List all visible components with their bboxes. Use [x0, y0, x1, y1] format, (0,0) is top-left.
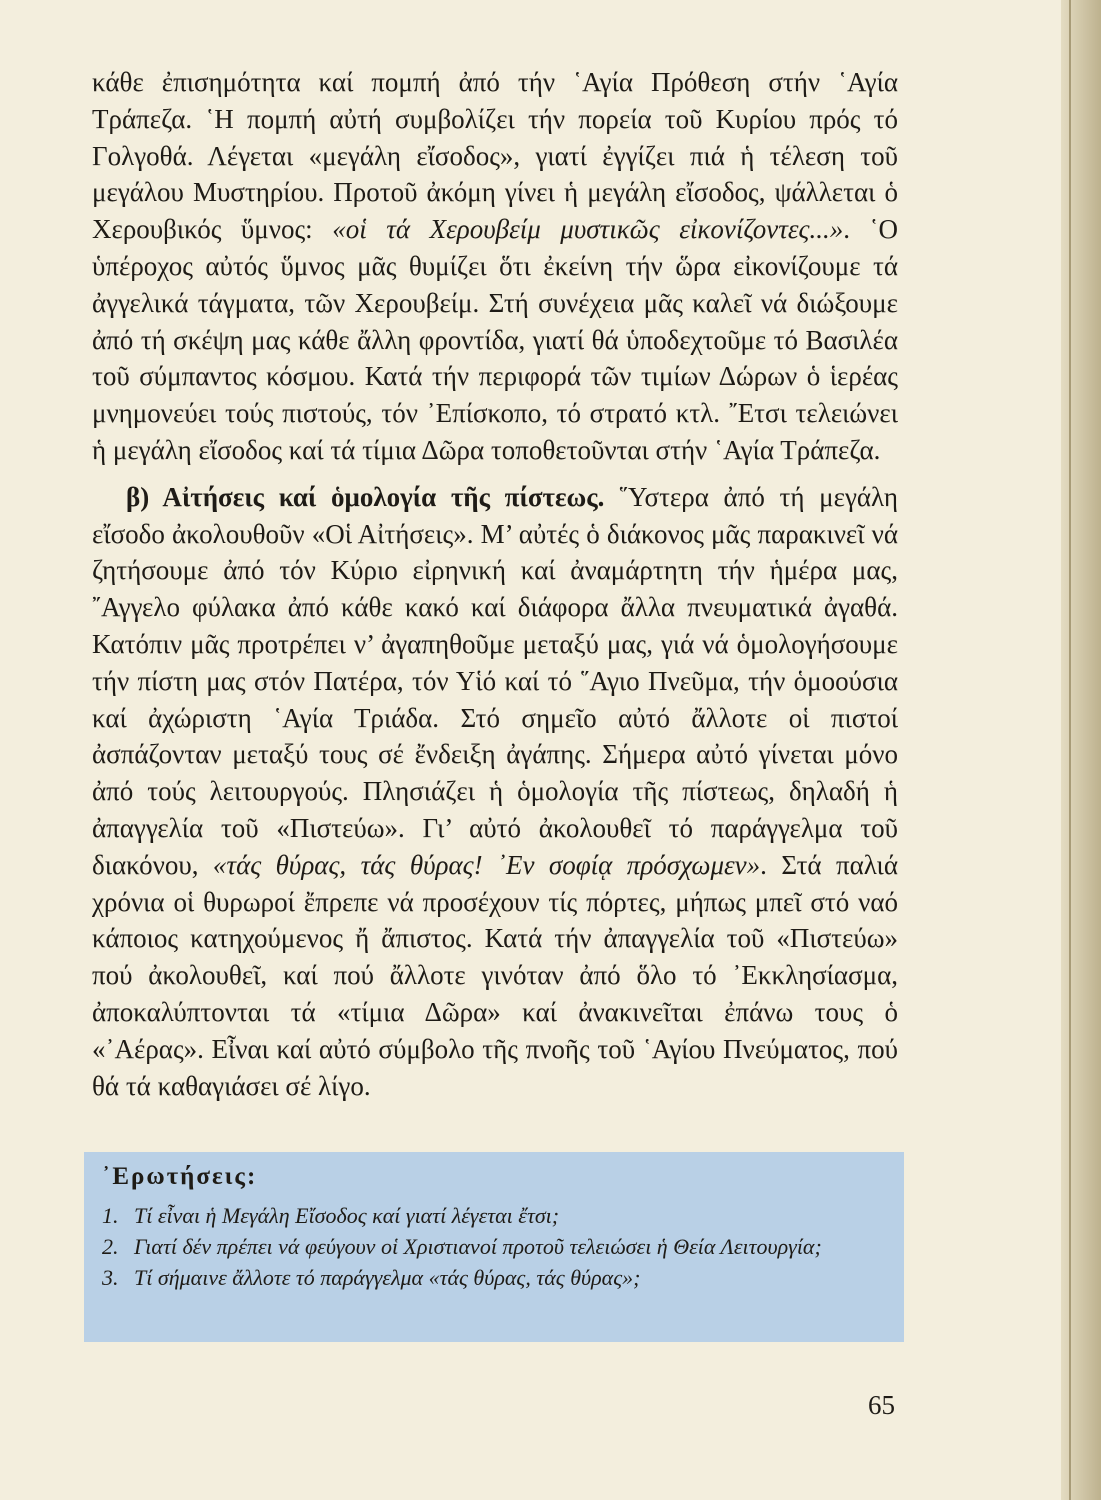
questions-box [84, 1152, 904, 1342]
question-text: Γιατί δέν πρέπει νά φεύγουν οἱ Χριστιανοί προτοῦ τελειώσει ἡ Θεία Λειτουργία; [134, 1234, 822, 1259]
question-item [102, 1200, 890, 1231]
paragraph-2-text-a: ῞Υστερα ἀπό τή μεγάλη εἴσοδο ἀκολουθοῦν «Οἱ Αἰτήσεις». Μ’ αὐτές ὁ διάκονος μᾶς παρακινεῖ νά ζητήσουμε ἀπό τόν Κύριο εἰρηνική καί ἀναμάρτητη τήν ἡμέρα μας, ῎Αγγελο φύλακα ἀπό κάθε κακό καί διάφορα ἄλλα πνευματικά ἀγαθά. Κατόπιν μᾶς προτρέπει ν’ ἀγαπηθοῦμε μεταξύ μας, γιά νά ὁμολογήσουμε τήν πίστη μας στόν Πατέρα, τόν Υἱό καί τό ῞Αγιο Πνεῦμα, τήν ὁμοούσια καί ἀχώριστη ῾Αγία Τριάδα. Στό σημεῖο αὐτό ἄλλοτε οἱ πιστοί ἀσπάζονταν μεταξύ τους σέ ἔνδειξη ἀγάπης. Σήμερα αὐτό γίνεται μόνο ἀπό τούς λειτουργούς. Πλησιάζει ἡ ὁμολογία τῆς πίστεως, δηλαδή ἡ ἀπαγγελία τοῦ «Πιστεύω». Γι’ αὐτό ἀκολουθεῖ τό παράγγελμα τοῦ διακόνου, [92, 481, 898, 880]
question-text: Τί εἶναι ἡ Μεγάλη Εἴσοδος καί γιατί λέγεται ἔτσι; [134, 1203, 560, 1228]
page-number: 65 [868, 1390, 895, 1420]
section-heading: β) Αἰτήσεις καί ὁμολογία τῆς πίστεως. [126, 481, 605, 512]
paragraph-1-text-b: . ῾Ο ὑπέροχος αὐτός ὕμνος μᾶς θυμίζει ὅτι ἐκείνη τήν ὥρα εἰκονίζουμε τά ἀγγελικά τάγματα, τῶν Χερουβείμ. Στή συνέχεια μᾶς καλεῖ νά διώξουμε ἀπό τή σκέψη μας κάθε ἄλλη φροντίδα, γιατί θά ὑποδεχτοῦμε τό Βασιλέα τοῦ σύμπαντος κόσμου. Κατά τήν περιφορά τῶν τιμίων Δώρων ὁ ἱερέας μνημονεύει τούς πιστούς, τόν ᾿Επίσκοπο, τό στρατό κτλ. ῎Ετσι τελειώνει ἡ μεγάλη εἴσοδος καί τά τίμια Δῶρα τοποθετοῦνται στήν ῾Αγία Τράπεζα. [92, 214, 898, 465]
paragraph-1 [92, 64, 898, 469]
page-edge [1061, 0, 1101, 1500]
main-text [92, 64, 898, 1104]
question-item [102, 1231, 890, 1262]
question-item [102, 1262, 890, 1293]
questions-title: ᾿Ερωτήσεις: [102, 1163, 258, 1190]
cherubic-hymn-quote: «οἱ τά Χερουβείμ μυστικῶς εἰκονίζοντες...» [332, 214, 844, 245]
page-edge-line [1069, 0, 1071, 1500]
paragraph-2 [92, 479, 898, 1105]
paragraph-2-text-b: . Στά παλιά χρόνια οἱ θυρωροί ἔπρεπε νά προσέχουν τίς πόρτες, μήπως μπεῖ στό ναό κάποιος κατηχούμενος ἤ ἄπιστος. Κατά τήν ἀπαγγελία τοῦ «Πιστεύω» πού ἀκολουθεῖ, καί πού ἄλλοτε γινόταν ἀπό ὅλο τό ᾿Εκκλησίασμα, ἀποκαλύπτονται τά «τίμια Δῶρα» καί ἀνακινεῖται ἐπάνω τους ὁ «᾿Αέρας». Εἶναι καί αὐτό σύμβολο τῆς πνοῆς τοῦ ῾Αγίου Πνεύματος, πού θά τά καθαγιάσει σέ λίγο. [92, 849, 898, 1101]
question-text: Τί σήμαινε ἄλλοτε τό παράγγελμα «τάς θύρας, τάς θύρας»; [134, 1265, 641, 1290]
question-number: 3. [102, 1265, 119, 1290]
doors-command-quote: «τάς θύρας, τάς θύρας! ᾿Εν σοφίᾳ πρόσχωμεν» [212, 849, 761, 880]
question-number: 2. [102, 1234, 119, 1259]
paragraph-1-text-a: κάθε ἐπισημότητα καί πομπή ἀπό τήν ῾Αγία Πρόθεση στήν ῾Αγία Τράπεζα. ῾Η πομπή αὐτή συμβολίζει τήν πορεία τοῦ Κυρίου πρός τό Γολγοθά. Λέγεται «μεγάλη εἴσοδος», γιατί ἐγγίζει πιά ἡ τέλεση τοῦ μεγάλου Μυστηρίου. Προτοῦ ἀκόμη γίνει ἡ μεγάλη εἴσοδος, ψάλλεται ὁ Χερουβικός ὕμνος: [92, 67, 898, 245]
question-number: 1. [102, 1203, 119, 1228]
